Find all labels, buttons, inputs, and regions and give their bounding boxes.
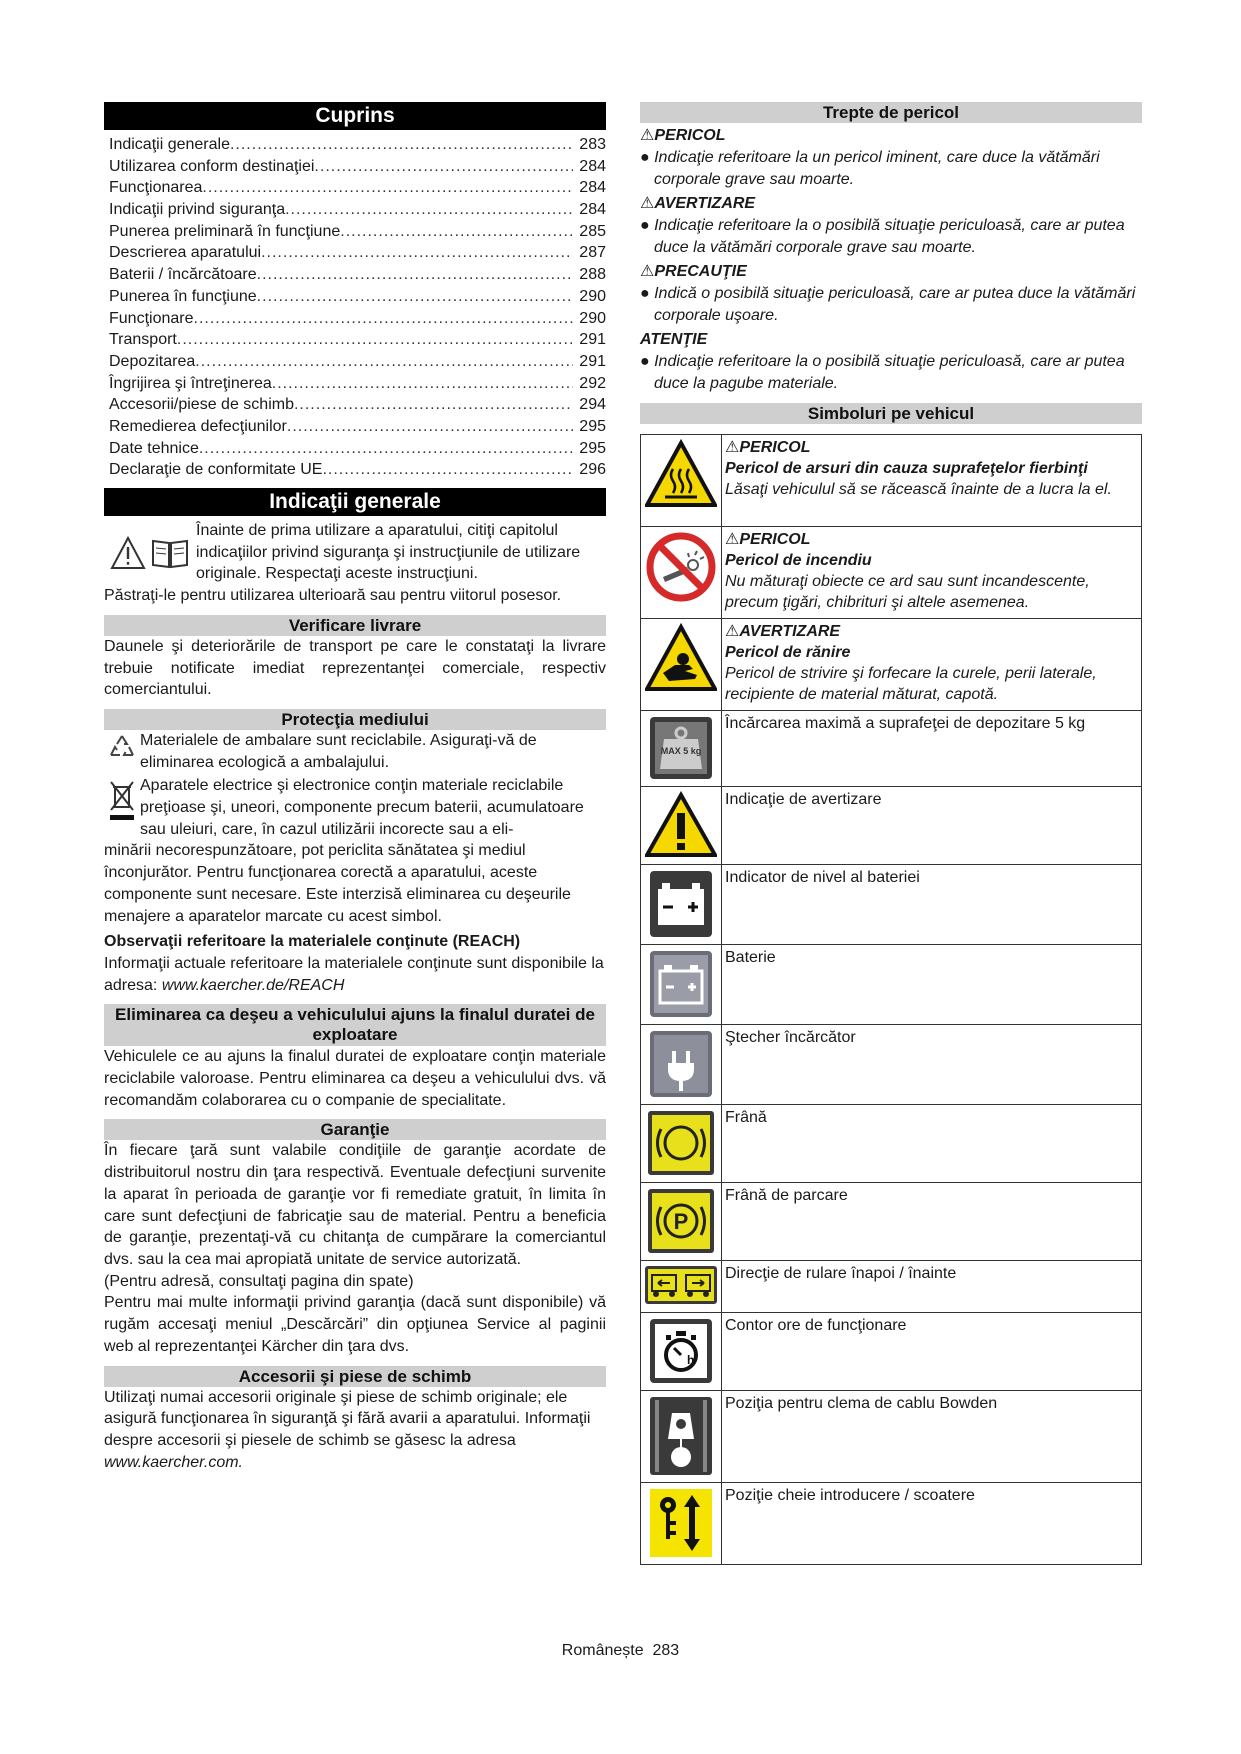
symbol-heading: Pericol de arsuri din cauza suprafeţelor fierbinţi: [725, 460, 1088, 477]
delivery-text: Daunele şi deteriorările de transport pe care le constataţi la livrare trebuie notificate imediat reprezentanţei comerciale, respectiv comerciantului.: [104, 637, 606, 699]
electrical-text-start: Aparatele electrice şi electronice conţin materiale reciclabile preţioase şi, uneori, componente precum baterii, acumulatoare sau uleiuri, care, în cazul utilizării incorecte sau a eli-: [140, 777, 584, 838]
warranty-address-note: (Pentru adresă, consultaţi pagina din spate): [104, 1272, 414, 1290]
warranty-title: Garanţie: [104, 1119, 606, 1140]
reach-link[interactable]: www.kaercher.de/REACH: [161, 976, 345, 994]
toc-item[interactable]: Depozitarea ..... 291: [109, 351, 606, 373]
danger-level-text: ● Indicaţie referitoare la un pericol iminent, care duce la vătămări corporale grave sau moarte.: [640, 149, 1100, 188]
toc-item[interactable]: Indicaţii generale ..... 283: [109, 134, 606, 156]
toc-item[interactable]: Utilizarea conform destinaţiei ..... 284: [109, 156, 606, 178]
toc-item[interactable]: Accesorii/piese de schimb ..... 294: [109, 394, 606, 416]
hot-surface-warning-icon: [645, 439, 717, 511]
symbol-label: Indicaţie de avertizare: [725, 791, 882, 808]
toc-item[interactable]: Descrierea aparatului ..... 287: [109, 242, 606, 264]
warning-triangle-icon: [645, 791, 717, 859]
packaging-note: [104, 730, 606, 773]
symbol-label: Poziţia pentru clema de cablu Bowden: [725, 1395, 998, 1412]
symbol-text: Pericol de strivire şi forfecare la curele, perii laterale, recipiente de material măturat, capotă.: [725, 665, 1097, 703]
symbol-label: Frână de parcare: [725, 1187, 848, 1204]
disposal-text: Vehiculele ce au ajuns la finalul duratei de exploatare conţin materiale reciclabile valoroase. Pentru eliminarea ca deşeu a vehiculului dvs. vă recomandăm colaborarea cu o companie de specialitate.: [104, 1048, 606, 1109]
table-of-contents: [104, 134, 606, 481]
caution-level-text: ● Indică o posibilă situaţie periculoasă, care ar putea duce la vătămări corporale uşoare.: [640, 285, 1136, 324]
accessories-title: Accesorii şi piese de schimb: [104, 1366, 606, 1387]
symbol-text: Lăsaţi vehiculul să se răcească înainte de a lucra la el.: [725, 481, 1112, 498]
symbol-label: Ştecher încărcător: [725, 1029, 856, 1046]
toc-item[interactable]: Îngrijirea şi întreţinerea ..... 292: [109, 373, 606, 395]
table-row: [641, 1183, 1142, 1261]
symbol-text: Nu măturaţi obiecte ce ard sau sunt incandescente, precum ţigări, chibrituri şi altele asemenea.: [725, 573, 1090, 611]
warning-sign-icon: ⚠: [640, 263, 655, 280]
footer-language: Românește: [561, 1642, 644, 1659]
symbol-heading: Pericol de incendiu: [725, 552, 872, 569]
toc-item[interactable]: Transport ..... 291: [109, 329, 606, 351]
accessories-text: Utilizaţi numai accesorii originale şi piese de schimb originale; ele asigură funcţionarea în siguranţă şi fără avarii a aparatului. Informaţii despre accesorii şi piesele de schimb se găsesc la adresa www.kaercher.com.: [104, 1388, 591, 1471]
toc-item[interactable]: Indicaţii privind siguranţa ..... 284: [109, 199, 606, 221]
bowden-cable-clamp-icon: [648, 1395, 714, 1477]
table-row: [641, 619, 1142, 711]
page-footer: [0, 1642, 1241, 1660]
vehicle-symbols-table: [640, 434, 1142, 1565]
svg-text:MAX 5 kg: MAX 5 kg: [660, 746, 702, 756]
manual-book-icon: [150, 537, 190, 569]
electrical-text-end: minării necorespunzătoare, pot periclita sănătatea şi mediul înconjurător. Pentru funcţionarea corectă a aparatului, aceste componente sunt necesare. Este interzisă eliminarea cu deşeurile menajere a aparatelor marcate cu acest simbol.: [104, 842, 571, 925]
toc-item[interactable]: Declaraţie de conformitate UE ..... 296: [109, 459, 606, 481]
disposal-title: Eliminarea ca deşeu a vehiculului ajuns la finalul duratei de exploatare: [104, 1004, 606, 1046]
warning-level-name: ⚠AVERTIZARE: [640, 195, 756, 212]
symbol-label: Contor ore de funcţionare: [725, 1317, 907, 1334]
delivery-title: Verificare livrare: [104, 615, 606, 636]
danger-level-name: ⚠PERICOL: [640, 127, 726, 144]
toc-item[interactable]: Funcţionare ..... 290: [109, 308, 606, 330]
recycle-icon: [108, 733, 136, 761]
environment-title: Protecţia mediului: [104, 709, 606, 730]
notice-level-text: ● Indicaţie referitoare la o posibilă situaţie periculoasă, care ar putea duce la pagube materiale.: [640, 353, 1125, 392]
symbol-heading: Pericol de rănire: [725, 644, 851, 661]
charger-plug-icon: [648, 1029, 714, 1099]
table-row: [641, 1313, 1142, 1391]
toc-item[interactable]: Punerea în funcţiune ..... 290: [109, 286, 606, 308]
table-row: [641, 711, 1142, 787]
toc-item[interactable]: Funcţionarea ..... 284: [109, 177, 606, 199]
table-row: [641, 1261, 1142, 1313]
electrical-note: [104, 775, 606, 840]
battery-icon: [648, 949, 714, 1019]
table-row: [641, 1483, 1142, 1565]
symbol-label: Poziţie cheie introducere / scoatere: [725, 1487, 975, 1504]
intro-icons: [104, 520, 196, 585]
symbol-level: ⚠PERICOL: [725, 531, 811, 548]
caution-level-name: ⚠PRECAUŢIE: [640, 263, 747, 280]
toc-title: Cuprins: [104, 102, 606, 130]
notice-level-name: ATENŢIE: [640, 331, 708, 348]
symbol-label: Încărcarea maximă a suprafeţei de depozitare 5 kg: [725, 715, 1086, 732]
warning-sign-icon: ⚠: [640, 195, 655, 212]
danger-levels-title: Trepte de pericol: [640, 102, 1142, 123]
accessories-link[interactable]: www.kaercher.com.: [104, 1453, 243, 1471]
general-intro-text: Înainte de prima utilizare a aparatului, citiţi capitolul indicaţiilor privind siguranţa şi instrucţiunile de utilizare originale. Respectaţi aceste instrucţiuni.: [196, 522, 581, 583]
table-row: [641, 865, 1142, 945]
symbol-label: Indicator de nivel al bateriei: [725, 869, 920, 886]
symbol-label: Frână: [725, 1109, 767, 1126]
toc-item[interactable]: Remedierea defecţiunilor ..... 295: [109, 416, 606, 438]
table-row: [641, 945, 1142, 1025]
toc-item[interactable]: Baterii / încărcătoare ..... 288: [109, 264, 606, 286]
table-row: [641, 1105, 1142, 1183]
table-row: [641, 787, 1142, 865]
symbol-label: Baterie: [725, 949, 776, 966]
max-load-icon: [648, 715, 714, 781]
warning-sign-icon: ⚠: [640, 127, 655, 144]
warranty-text: În fiecare ţară sunt valabile condiţiile de garanţie acordate de distribuitorul nostru din ţara respectivă. Eventuale defecţiuni survenite la aparat în perioada de garanţie vor fi remediate gratuit, în limita în care sunt defecţiuni de fabricaţie sau de material. Pentru a beneficia de garanţie, prezentaţi-vă cu chitanţa de cumpărare la comerciantul dvs. sau la cea mai apropiată unitate de service autorizată.: [104, 1142, 606, 1268]
footer-page-number: 283: [652, 1642, 680, 1659]
svg-text:P: P: [673, 1209, 689, 1234]
general-intro: [104, 520, 606, 585]
hand-crush-warning-icon: [645, 623, 717, 695]
table-row: [641, 1391, 1142, 1483]
warning-level-text: ● Indicaţie referitoare la o posibilă situaţie periculoasă, care ar putea duce la vătămări corporale grave sau moarte.: [640, 217, 1125, 256]
toc-item[interactable]: Date tehnice ..... 295: [109, 438, 606, 460]
hour-meter-icon: [648, 1317, 714, 1385]
parking-brake-icon: [646, 1187, 716, 1255]
symbol-level: ⚠PERICOL: [725, 439, 811, 456]
battery-level-icon: [648, 869, 714, 939]
table-row: [641, 1025, 1142, 1105]
symbol-label: Direcţie de rulare înapoi / înainte: [725, 1265, 957, 1282]
right-column: [640, 102, 1142, 1565]
crossed-out-bin-icon: [108, 778, 136, 822]
warranty-more-info: Pentru mai multe informaţii privind garanţia (dacă sunt disponibile) vă rugăm accesaţi meniul „Descărcări” din opţiunea Service al paginii web al reprezentanţei Kärcher din ţara dvs.: [104, 1294, 606, 1355]
brake-icon: [646, 1109, 716, 1177]
no-burning-objects-icon: [645, 531, 717, 603]
warning-triangle-outline-icon: [110, 536, 146, 570]
left-column: [104, 102, 606, 1473]
toc-item[interactable]: Punerea preliminară în funcţiune ..... 285: [109, 221, 606, 243]
vehicle-symbols-title: Simboluri pe vehicul: [640, 403, 1142, 424]
table-row: [641, 527, 1142, 619]
symbol-level: ⚠AVERTIZARE: [725, 623, 841, 640]
table-row: [641, 435, 1142, 527]
drive-direction-icon: [644, 1265, 718, 1305]
key-insert-remove-icon: [648, 1487, 714, 1559]
general-keep-text: Păstraţi-le pentru utilizarea ulterioară sau pentru viitorul posesor.: [104, 587, 562, 605]
general-title: Indicaţii generale: [104, 488, 606, 516]
reach-text: Informaţii actuale referitoare la materialele conţinute sunt disponibile la adresa: www.kaercher.de/REACH: [104, 954, 604, 994]
reach-title: Observaţii referitoare la materialele conţinute (REACH): [104, 933, 521, 951]
packaging-text: Materialele de ambalare sunt reciclabile. Asiguraţi-vă de eliminarea ecologică a ambalajului.: [140, 731, 537, 771]
svg-text:h: h: [687, 1353, 695, 1367]
